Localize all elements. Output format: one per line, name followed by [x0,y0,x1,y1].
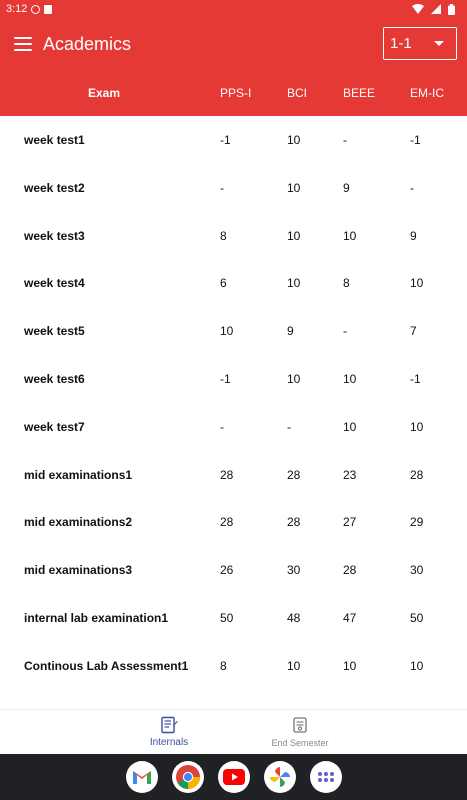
app-drawer-icon[interactable] [310,761,342,793]
cell-exam: mid examinations1 [24,467,133,482]
cell-beee: - [343,133,347,147]
cell-bci: 30 [287,563,301,578]
chevron-down-icon [434,41,444,46]
cell-pps-i: 28 [220,515,234,530]
cell-pps-i: 26 [220,563,234,578]
tab-end-semester[interactable] [262,716,338,748]
cell-em-ic: 29 [410,515,424,530]
table-row [0,498,467,546]
marks-table[interactable] [0,116,467,709]
header-bci: BCI [287,86,308,100]
cell-pps-i: - [220,180,224,195]
photos-icon[interactable] [264,761,296,793]
system-dock [0,754,467,800]
cell-em-ic: 7 [410,324,417,339]
cell-pps-i: 8 [220,658,227,673]
gmail-icon[interactable] [126,761,158,793]
status-time: 3:12 [6,3,28,15]
cell-em-ic: -1 [410,371,421,386]
chrome-icon[interactable] [172,761,204,793]
cell-pps-i: - [220,419,224,434]
tab-end-semester-label: End Semester [271,738,329,748]
cell-bci: 48 [287,610,301,625]
bottom-navigation [0,709,467,754]
cell-pps-i: 8 [220,228,227,243]
cell-beee: 28 [343,563,357,578]
menu-icon[interactable] [14,37,32,51]
cell-exam: week test4 [24,276,85,291]
tab-internals[interactable] [139,716,199,748]
cell-beee: 23 [343,467,357,482]
cell-exam: week test1 [24,133,85,147]
cell-em-ic: 10 [410,658,424,673]
cell-pps-i: -1 [220,371,231,386]
cell-beee: 9 [343,180,350,195]
cell-bci: 10 [287,276,301,291]
cell-signal-icon [431,4,441,14]
table-row [0,259,467,307]
app-bar [0,18,467,70]
cell-pps-i: 10 [220,324,234,339]
table-row [0,403,467,451]
cell-exam: mid examinations2 [24,515,133,530]
table-row [0,116,467,164]
cell-em-ic: -1 [410,133,421,147]
status-bar [0,0,467,18]
cell-exam: week test7 [24,419,85,434]
table-header [0,70,467,116]
header-beee: BEEE [343,86,376,100]
cell-beee: 10 [343,371,357,386]
cell-bci: 28 [287,515,301,530]
wifi-icon [412,4,424,14]
cell-beee: 10 [343,658,357,673]
status-sim-icon [44,5,52,14]
table-row [0,164,467,212]
cell-exam: week test3 [24,228,85,243]
cell-bci: 10 [287,658,301,673]
cell-em-ic: 9 [410,228,417,243]
cell-beee: 10 [343,228,357,243]
table-row [0,642,467,690]
cell-beee: 27 [343,515,357,530]
header-pps-i: PPS-I [220,86,252,100]
table-row [0,212,467,260]
cell-bci: 10 [287,133,301,147]
cell-bci: 28 [287,467,301,482]
cell-exam: week test6 [24,371,85,386]
cell-pps-i: 50 [220,610,234,625]
table-row [0,307,467,355]
cell-em-ic: 28 [410,467,424,482]
cell-pps-i: -1 [220,133,231,147]
cell-beee: 8 [343,276,350,291]
cell-exam: week test2 [24,180,85,195]
battery-icon [448,4,455,15]
scroll-certificate-icon [291,716,309,734]
cell-beee: 47 [343,610,357,625]
cell-exam: internal lab examination1 [24,610,169,625]
table-row [0,451,467,499]
cell-bci: 9 [287,324,294,339]
semester-dropdown[interactable] [383,27,457,60]
table-row [0,546,467,594]
cell-bci: 10 [287,180,301,195]
cell-bci: 10 [287,371,301,386]
header-em-ic: EM-IC [410,86,444,100]
cell-beee: - [343,324,347,339]
youtube-icon[interactable] [218,761,250,793]
cell-em-ic: 50 [410,610,424,625]
cell-beee: 10 [343,419,357,434]
cell-pps-i: 28 [220,467,234,482]
semester-value: 1-1 [390,35,412,52]
cell-exam: week test5 [24,324,85,339]
tab-internals-label: Internals [149,737,189,748]
cell-exam: mid examinations3 [24,563,133,578]
cell-bci: 10 [287,228,301,243]
cell-em-ic: 10 [410,276,424,291]
header-exam: Exam [88,86,121,100]
table-row [0,355,467,403]
page-title: Academics [43,33,132,54]
status-notification-icon [31,5,40,14]
cell-em-ic: - [410,180,414,195]
cell-em-ic: 30 [410,563,424,578]
cell-pps-i: 6 [220,276,227,291]
cell-em-ic: 10 [410,419,424,434]
table-row [0,594,467,642]
cell-exam: Continous Lab Assessment1 [24,658,189,673]
exam-paper-icon [160,716,178,734]
cell-bci: - [287,419,291,434]
